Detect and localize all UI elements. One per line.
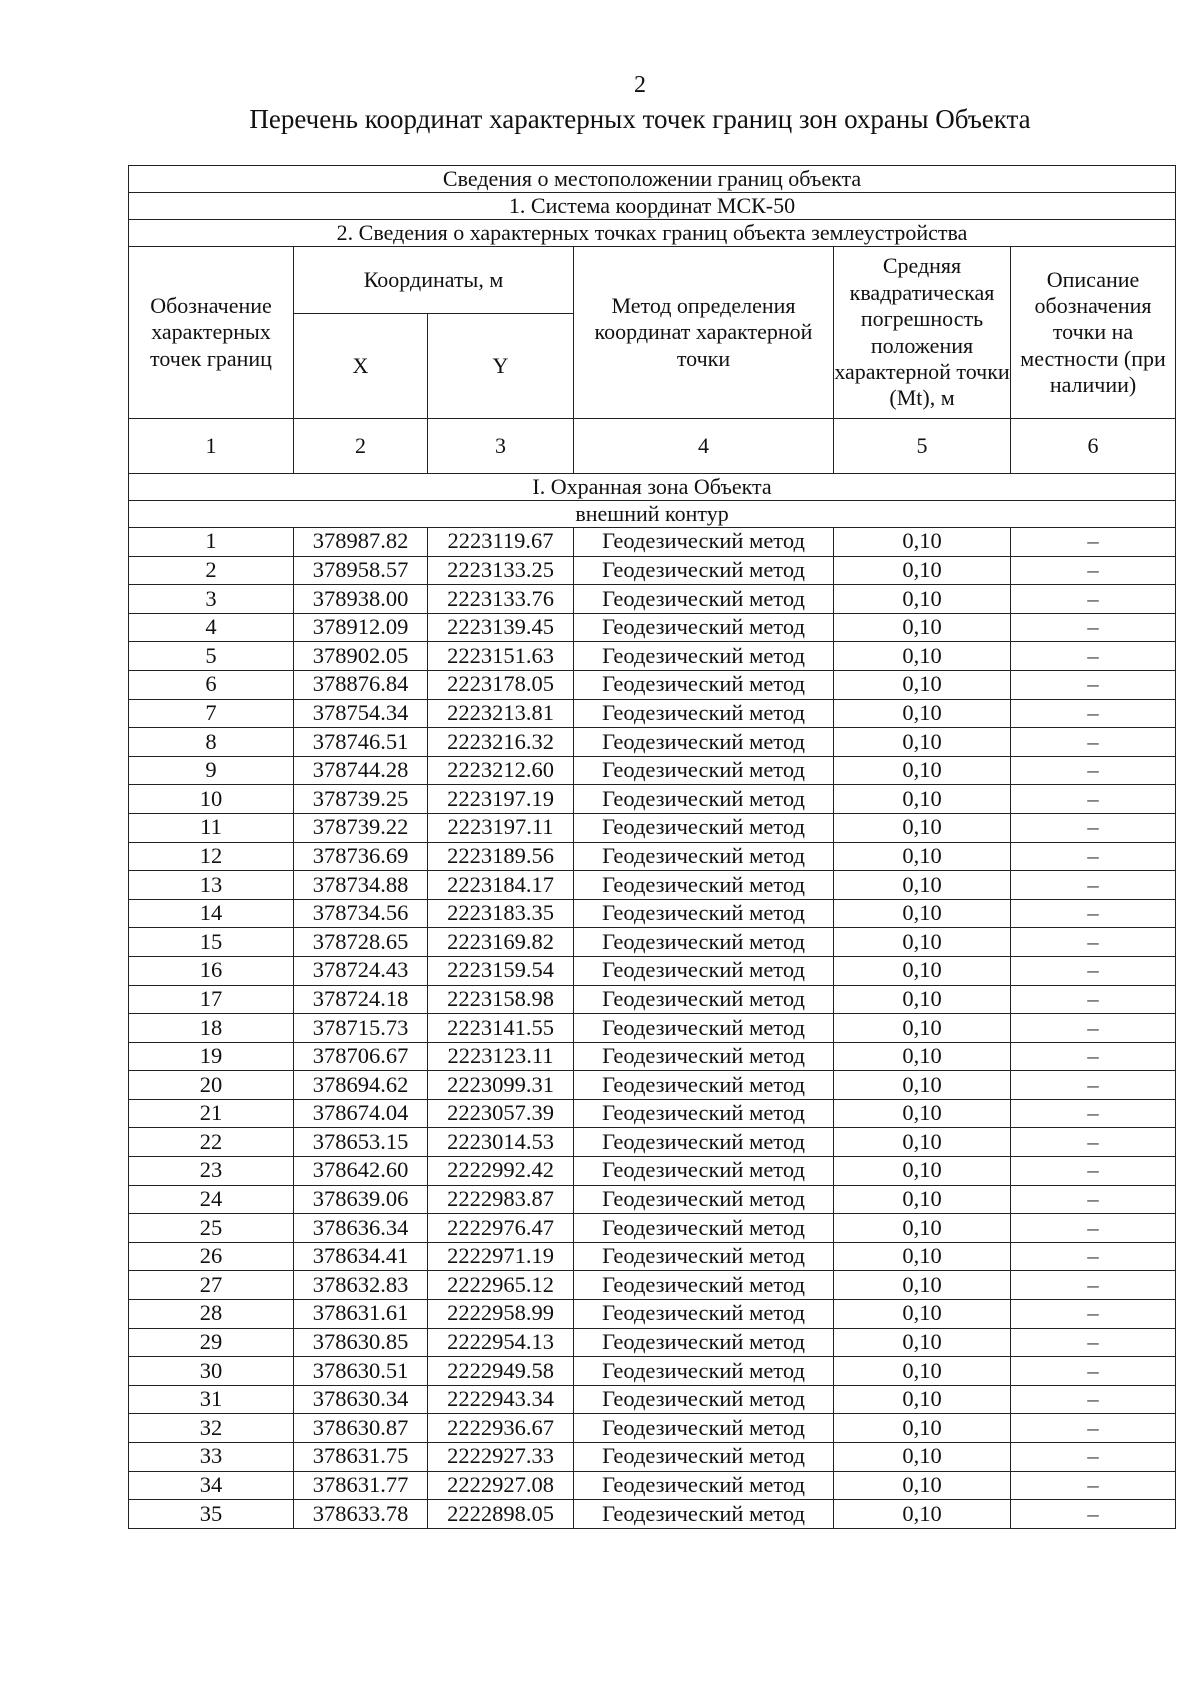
- header-point-designation: Обозначение характерных точек границ: [129, 247, 294, 419]
- cell-description: –: [1011, 1242, 1176, 1271]
- header-y: Y: [428, 314, 574, 419]
- cell-description: –: [1011, 1099, 1176, 1128]
- cell-accuracy: 0,10: [834, 1099, 1011, 1128]
- coordinates-table: [128, 165, 1176, 1529]
- cell-description: –: [1011, 1157, 1176, 1186]
- cell-accuracy: 0,10: [834, 613, 1011, 642]
- cell-description: –: [1011, 956, 1176, 985]
- cell-x: 378902.05: [294, 642, 428, 671]
- cell-description: –: [1011, 699, 1176, 728]
- table-row: [129, 1328, 1176, 1357]
- cell-y: 2222927.33: [428, 1443, 574, 1472]
- cell-x: 378736.69: [294, 842, 428, 871]
- cell-y: 2223216.32: [428, 728, 574, 757]
- cell-description: –: [1011, 1271, 1176, 1300]
- cell-point-number: 3: [129, 585, 294, 614]
- cell-y: 2223183.35: [428, 899, 574, 928]
- cell-accuracy: 0,10: [834, 1271, 1011, 1300]
- cell-point-number: 9: [129, 756, 294, 785]
- table-banner-location: Сведения о местоположении границ объекта: [129, 166, 1176, 193]
- cell-point-number: 6: [129, 670, 294, 699]
- cell-y: 2222936.67: [428, 1414, 574, 1443]
- table-row: [129, 1500, 1176, 1529]
- cell-y: 2222927.08: [428, 1471, 574, 1500]
- table-row: [129, 756, 1176, 785]
- cell-point-number: 32: [129, 1414, 294, 1443]
- cell-accuracy: 0,10: [834, 528, 1011, 557]
- cell-method: Геодезический метод: [574, 585, 834, 614]
- cell-method: Геодезический метод: [574, 842, 834, 871]
- cell-y: 2222992.42: [428, 1157, 574, 1186]
- cell-accuracy: 0,10: [834, 1157, 1011, 1186]
- table-row: [129, 1185, 1176, 1214]
- cell-method: Геодезический метод: [574, 985, 834, 1014]
- cell-point-number: 7: [129, 699, 294, 728]
- table-row: [129, 842, 1176, 871]
- cell-y: 2223178.05: [428, 670, 574, 699]
- cell-point-number: 26: [129, 1242, 294, 1271]
- cell-accuracy: 0,10: [834, 1185, 1011, 1214]
- header-accuracy: Средняя квадратическая погрешность положения характерной точки (Mt), м: [834, 247, 1011, 419]
- cell-x: 378630.87: [294, 1414, 428, 1443]
- cell-point-number: 5: [129, 642, 294, 671]
- cell-x: 378639.06: [294, 1185, 428, 1214]
- cell-point-number: 10: [129, 785, 294, 814]
- cell-description: –: [1011, 1500, 1176, 1529]
- cell-accuracy: 0,10: [834, 1014, 1011, 1043]
- header-coordinates: Координаты, м: [294, 247, 574, 314]
- cell-y: 2223014.53: [428, 1128, 574, 1157]
- cell-method: Геодезический метод: [574, 956, 834, 985]
- cell-point-number: 33: [129, 1443, 294, 1472]
- cell-point-number: 8: [129, 728, 294, 757]
- column-number: 2: [294, 419, 428, 474]
- table-row: [129, 928, 1176, 957]
- cell-accuracy: 0,10: [834, 1128, 1011, 1157]
- cell-accuracy: 0,10: [834, 670, 1011, 699]
- cell-description: –: [1011, 613, 1176, 642]
- cell-x: 378958.57: [294, 556, 428, 585]
- cell-method: Геодезический метод: [574, 613, 834, 642]
- table-row: [129, 613, 1176, 642]
- table-row: [129, 670, 1176, 699]
- cell-accuracy: 0,10: [834, 1300, 1011, 1329]
- cell-y: 2223133.25: [428, 556, 574, 585]
- cell-point-number: 22: [129, 1128, 294, 1157]
- column-number: 4: [574, 419, 834, 474]
- cell-method: Геодезический метод: [574, 1128, 834, 1157]
- cell-y: 2222971.19: [428, 1242, 574, 1271]
- cell-description: –: [1011, 871, 1176, 900]
- cell-y: 2222898.05: [428, 1500, 574, 1529]
- table-row: [129, 585, 1176, 614]
- cell-x: 378633.78: [294, 1500, 428, 1529]
- cell-description: –: [1011, 842, 1176, 871]
- document-title: Перечень координат характерных точек границ зон охраны Объекта: [249, 104, 1031, 134]
- cell-x: 378734.56: [294, 899, 428, 928]
- table-row: [129, 985, 1176, 1014]
- cell-point-number: 31: [129, 1385, 294, 1414]
- cell-point-number: 28: [129, 1300, 294, 1329]
- cell-x: 378938.00: [294, 585, 428, 614]
- table-row: [129, 1128, 1176, 1157]
- cell-method: Геодезический метод: [574, 642, 834, 671]
- cell-method: Геодезический метод: [574, 1443, 834, 1472]
- cell-method: Геодезический метод: [574, 528, 834, 557]
- cell-description: –: [1011, 1357, 1176, 1386]
- table-row: [129, 699, 1176, 728]
- table-row: [129, 1471, 1176, 1500]
- cell-method: Геодезический метод: [574, 813, 834, 842]
- header-method: Метод определения координат характерной точки: [574, 247, 834, 419]
- cell-x: 378739.25: [294, 785, 428, 814]
- cell-x: 378631.75: [294, 1443, 428, 1472]
- page-number: 2: [634, 72, 646, 98]
- cell-description: –: [1011, 1071, 1176, 1100]
- cell-description: –: [1011, 1471, 1176, 1500]
- cell-method: Геодезический метод: [574, 1471, 834, 1500]
- table-row: [129, 1271, 1176, 1300]
- cell-description: –: [1011, 1042, 1176, 1071]
- cell-accuracy: 0,10: [834, 1042, 1011, 1071]
- cell-method: Геодезический метод: [574, 670, 834, 699]
- cell-x: 378734.88: [294, 871, 428, 900]
- cell-method: Геодезический метод: [574, 1242, 834, 1271]
- cell-x: 378630.51: [294, 1357, 428, 1386]
- cell-point-number: 4: [129, 613, 294, 642]
- table-row: [129, 1014, 1176, 1043]
- cell-point-number: 2: [129, 556, 294, 585]
- cell-y: 2223213.81: [428, 699, 574, 728]
- cell-method: Геодезический метод: [574, 1300, 834, 1329]
- table-row: [129, 556, 1176, 585]
- column-number: 6: [1011, 419, 1176, 474]
- cell-y: 2223189.56: [428, 842, 574, 871]
- cell-description: –: [1011, 1443, 1176, 1472]
- cell-y: 2223123.11: [428, 1042, 574, 1071]
- cell-point-number: 11: [129, 813, 294, 842]
- cell-accuracy: 0,10: [834, 585, 1011, 614]
- cell-x: 378630.34: [294, 1385, 428, 1414]
- cell-point-number: 29: [129, 1328, 294, 1357]
- cell-x: 378715.73: [294, 1014, 428, 1043]
- table-row: [129, 785, 1176, 814]
- cell-accuracy: 0,10: [834, 1443, 1011, 1472]
- cell-accuracy: 0,10: [834, 1357, 1011, 1386]
- cell-x: 378754.34: [294, 699, 428, 728]
- cell-y: 2223119.67: [428, 528, 574, 557]
- cell-description: –: [1011, 585, 1176, 614]
- cell-accuracy: 0,10: [834, 756, 1011, 785]
- cell-method: Геодезический метод: [574, 899, 834, 928]
- cell-method: Геодезический метод: [574, 1414, 834, 1443]
- cell-x: 378636.34: [294, 1214, 428, 1243]
- cell-accuracy: 0,10: [834, 871, 1011, 900]
- cell-y: 2223184.17: [428, 871, 574, 900]
- table-row: [129, 1099, 1176, 1128]
- header-description: Описание обозначения точки на местности (при наличии): [1011, 247, 1176, 419]
- cell-description: –: [1011, 1128, 1176, 1157]
- cell-accuracy: 0,10: [834, 928, 1011, 957]
- cell-x: 378630.85: [294, 1328, 428, 1357]
- cell-x: 378912.09: [294, 613, 428, 642]
- cell-x: 378706.67: [294, 1042, 428, 1071]
- cell-description: –: [1011, 813, 1176, 842]
- cell-method: Геодезический метод: [574, 1271, 834, 1300]
- cell-point-number: 30: [129, 1357, 294, 1386]
- table-row: [129, 1300, 1176, 1329]
- cell-description: –: [1011, 985, 1176, 1014]
- cell-x: 378631.61: [294, 1300, 428, 1329]
- cell-method: Геодезический метод: [574, 1185, 834, 1214]
- cell-description: –: [1011, 642, 1176, 671]
- cell-method: Геодезический метод: [574, 871, 834, 900]
- cell-accuracy: 0,10: [834, 1471, 1011, 1500]
- cell-x: 378694.62: [294, 1071, 428, 1100]
- cell-point-number: 16: [129, 956, 294, 985]
- cell-y: 2223133.76: [428, 585, 574, 614]
- cell-point-number: 25: [129, 1214, 294, 1243]
- table-row: [129, 1385, 1176, 1414]
- table-row: [129, 871, 1176, 900]
- cell-method: Геодезический метод: [574, 1357, 834, 1386]
- cell-method: Геодезический метод: [574, 1157, 834, 1186]
- table-row: [129, 1443, 1176, 1472]
- cell-y: 2223197.19: [428, 785, 574, 814]
- section-title: I. Охранная зона Объекта: [129, 474, 1176, 501]
- cell-method: Геодезический метод: [574, 1500, 834, 1529]
- cell-y: 2222976.47: [428, 1214, 574, 1243]
- cell-point-number: 18: [129, 1014, 294, 1043]
- cell-method: Геодезический метод: [574, 728, 834, 757]
- cell-accuracy: 0,10: [834, 985, 1011, 1014]
- cell-point-number: 35: [129, 1500, 294, 1529]
- cell-method: Геодезический метод: [574, 1385, 834, 1414]
- cell-description: –: [1011, 1385, 1176, 1414]
- table-row: [129, 642, 1176, 671]
- table-row: [129, 728, 1176, 757]
- cell-description: –: [1011, 1185, 1176, 1214]
- cell-y: 2223158.98: [428, 985, 574, 1014]
- cell-method: Геодезический метод: [574, 1042, 834, 1071]
- cell-x: 378728.65: [294, 928, 428, 957]
- cell-accuracy: 0,10: [834, 956, 1011, 985]
- cell-x: 378987.82: [294, 528, 428, 557]
- cell-y: 2223197.11: [428, 813, 574, 842]
- cell-x: 378632.83: [294, 1271, 428, 1300]
- cell-x: 378634.41: [294, 1242, 428, 1271]
- cell-point-number: 15: [129, 928, 294, 957]
- cell-x: 378631.77: [294, 1471, 428, 1500]
- cell-description: –: [1011, 728, 1176, 757]
- table-row: [129, 1214, 1176, 1243]
- cell-method: Геодезический метод: [574, 928, 834, 957]
- table-row: [129, 813, 1176, 842]
- table-row: [129, 899, 1176, 928]
- cell-method: Геодезический метод: [574, 1099, 834, 1128]
- cell-x: 378724.43: [294, 956, 428, 985]
- cell-accuracy: 0,10: [834, 1328, 1011, 1357]
- cell-point-number: 34: [129, 1471, 294, 1500]
- cell-accuracy: 0,10: [834, 556, 1011, 585]
- cell-y: 2222943.34: [428, 1385, 574, 1414]
- cell-y: 2223057.39: [428, 1099, 574, 1128]
- table-row: [129, 1042, 1176, 1071]
- cell-method: Геодезический метод: [574, 756, 834, 785]
- cell-point-number: 17: [129, 985, 294, 1014]
- cell-description: –: [1011, 556, 1176, 585]
- header-x: X: [294, 314, 428, 419]
- column-number: 1: [129, 419, 294, 474]
- cell-y: 2223159.54: [428, 956, 574, 985]
- cell-point-number: 12: [129, 842, 294, 871]
- cell-description: –: [1011, 1328, 1176, 1357]
- cell-y: 2223099.31: [428, 1071, 574, 1100]
- cell-method: Геодезический метод: [574, 1214, 834, 1243]
- cell-y: 2223151.63: [428, 642, 574, 671]
- cell-method: Геодезический метод: [574, 1014, 834, 1043]
- cell-description: –: [1011, 1414, 1176, 1443]
- cell-point-number: 23: [129, 1157, 294, 1186]
- cell-accuracy: 0,10: [834, 699, 1011, 728]
- cell-y: 2222949.58: [428, 1357, 574, 1386]
- cell-description: –: [1011, 756, 1176, 785]
- table-row: [129, 1071, 1176, 1100]
- cell-point-number: 20: [129, 1071, 294, 1100]
- table-banner-points-info: 2. Сведения о характерных точках границ объекта землеустройства: [129, 220, 1176, 247]
- cell-point-number: 13: [129, 871, 294, 900]
- cell-accuracy: 0,10: [834, 1414, 1011, 1443]
- cell-accuracy: 0,10: [834, 1500, 1011, 1529]
- cell-point-number: 19: [129, 1042, 294, 1071]
- cell-y: 2223169.82: [428, 928, 574, 957]
- table-row: [129, 1157, 1176, 1186]
- table-row: [129, 528, 1176, 557]
- subsection-title: внешний контур: [129, 501, 1176, 528]
- cell-description: –: [1011, 1214, 1176, 1243]
- cell-method: Геодезический метод: [574, 699, 834, 728]
- cell-x: 378642.60: [294, 1157, 428, 1186]
- cell-method: Геодезический метод: [574, 1328, 834, 1357]
- cell-accuracy: 0,10: [834, 1214, 1011, 1243]
- cell-x: 378744.28: [294, 756, 428, 785]
- cell-y: 2223141.55: [428, 1014, 574, 1043]
- cell-x: 378746.51: [294, 728, 428, 757]
- cell-accuracy: 0,10: [834, 785, 1011, 814]
- cell-accuracy: 0,10: [834, 813, 1011, 842]
- cell-point-number: 21: [129, 1099, 294, 1128]
- cell-method: Геодезический метод: [574, 785, 834, 814]
- cell-accuracy: 0,10: [834, 1071, 1011, 1100]
- cell-x: 378674.04: [294, 1099, 428, 1128]
- cell-y: 2222958.99: [428, 1300, 574, 1329]
- table-row: [129, 1242, 1176, 1271]
- cell-x: 378739.22: [294, 813, 428, 842]
- column-number: 5: [834, 419, 1011, 474]
- column-number: 3: [428, 419, 574, 474]
- cell-description: –: [1011, 899, 1176, 928]
- cell-accuracy: 0,10: [834, 728, 1011, 757]
- cell-accuracy: 0,10: [834, 1242, 1011, 1271]
- cell-y: 2223139.45: [428, 613, 574, 642]
- cell-description: –: [1011, 670, 1176, 699]
- cell-accuracy: 0,10: [834, 1385, 1011, 1414]
- cell-point-number: 1: [129, 528, 294, 557]
- cell-point-number: 24: [129, 1185, 294, 1214]
- table-row: [129, 956, 1176, 985]
- cell-accuracy: 0,10: [834, 842, 1011, 871]
- cell-description: –: [1011, 1300, 1176, 1329]
- cell-method: Геодезический метод: [574, 1071, 834, 1100]
- cell-x: 378876.84: [294, 670, 428, 699]
- cell-description: –: [1011, 528, 1176, 557]
- cell-description: –: [1011, 928, 1176, 957]
- cell-description: –: [1011, 1014, 1176, 1043]
- cell-accuracy: 0,10: [834, 899, 1011, 928]
- cell-x: 378653.15: [294, 1128, 428, 1157]
- cell-method: Геодезический метод: [574, 556, 834, 585]
- cell-y: 2222954.13: [428, 1328, 574, 1357]
- cell-point-number: 14: [129, 899, 294, 928]
- table-row: [129, 1357, 1176, 1386]
- table-banner-coordinate-system: 1. Система координат МСК-50: [129, 193, 1176, 220]
- cell-point-number: 27: [129, 1271, 294, 1300]
- table-row: [129, 1414, 1176, 1443]
- cell-accuracy: 0,10: [834, 642, 1011, 671]
- cell-y: 2222983.87: [428, 1185, 574, 1214]
- cell-description: –: [1011, 785, 1176, 814]
- cell-y: 2222965.12: [428, 1271, 574, 1300]
- cell-y: 2223212.60: [428, 756, 574, 785]
- cell-x: 378724.18: [294, 985, 428, 1014]
